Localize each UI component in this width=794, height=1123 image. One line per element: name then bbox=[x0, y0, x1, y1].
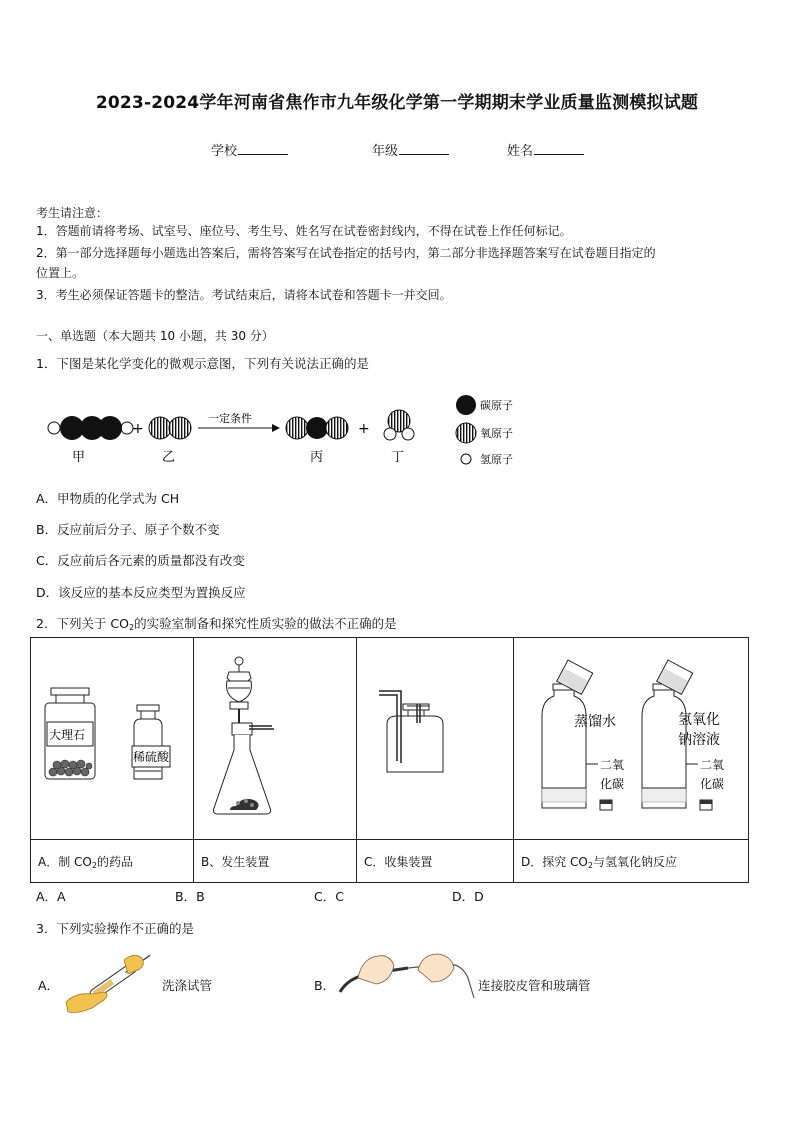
q3-option-b-text: 连接胶皮管和玻璃管 bbox=[478, 978, 591, 993]
notice-item: 1．答题前请将考场、试室号、座位号、考生号、姓名写在试卷密封线内，不得在试卷上作任何标记。 bbox=[36, 224, 572, 238]
co2-label-right-1: 二氧 bbox=[700, 758, 725, 772]
label-bing: 丙 bbox=[310, 450, 324, 465]
notice-item: 3．考生必须保证答题卡的整洁。考试结束后，请将本试卷和答题卡一并交回。 bbox=[36, 288, 452, 302]
question-1-stem: 1．下图是某化学变化的微观示意图，下列有关说法正确的是 bbox=[36, 356, 369, 371]
co2-label-left-2: 化碳 bbox=[600, 777, 625, 791]
q2-answer-b: B．B bbox=[175, 889, 205, 904]
q2-answer-a: A．A bbox=[36, 889, 66, 904]
grade-field bbox=[372, 140, 449, 159]
q3-option-a-text: 洗涤试管 bbox=[162, 978, 213, 993]
q1-option-c: C．反应前后各元素的质量都没有改变 bbox=[36, 553, 245, 568]
molecule-ding bbox=[384, 410, 414, 440]
molecule-yi bbox=[149, 417, 191, 439]
q3-option-a-letter: A． bbox=[38, 978, 60, 993]
co2-label-left-1: 二氧 bbox=[600, 758, 625, 772]
naoh-label-1: 氢氧化 bbox=[678, 712, 720, 728]
name-field bbox=[507, 140, 584, 159]
section-heading: 一、单选题（本大题共 10 小题，共 30 分） bbox=[36, 329, 274, 343]
panel-d-drawing bbox=[514, 638, 749, 840]
name-label: 姓名 bbox=[507, 144, 534, 159]
molecule-bing bbox=[286, 417, 348, 439]
marble-label: 大理石 bbox=[49, 728, 86, 742]
label-jia: 甲 bbox=[72, 450, 86, 465]
connect-tube-illustration bbox=[338, 948, 478, 1002]
q1-option-d: D．该反应的基本反应类型为置换反应 bbox=[36, 585, 246, 600]
diagram-legend bbox=[456, 395, 513, 466]
co2-label-right-2: 化碳 bbox=[700, 777, 725, 791]
label-yi: 乙 bbox=[162, 450, 176, 465]
distilled-water-label: 蒸馏水 bbox=[574, 714, 616, 730]
panel-d-caption: D．探究 $CO_2$与氢氧化钠反应 bbox=[514, 840, 749, 883]
school-label: 学校 bbox=[211, 144, 238, 159]
wash-test-tube-illustration bbox=[62, 948, 162, 1020]
molecule-jia bbox=[48, 416, 133, 440]
panel-b-caption: B、发生装置 bbox=[194, 840, 357, 883]
q3-option-b-letter: B． bbox=[314, 978, 336, 993]
q2-answer-c: C．C bbox=[314, 889, 344, 904]
q2-figure-table bbox=[30, 637, 749, 883]
plus-sign: + bbox=[132, 421, 144, 437]
condition-label: 一定条件 bbox=[208, 412, 252, 425]
plus-sign: + bbox=[358, 421, 370, 437]
legend-carbon: 碳原子 bbox=[480, 399, 513, 412]
question-3-stem: 3．下列实验操作不正确的是 bbox=[36, 921, 194, 936]
label-ding: 丁 bbox=[391, 450, 405, 465]
grade-label: 年级 bbox=[372, 144, 399, 159]
panel-a-drawing bbox=[31, 638, 194, 840]
q1-option-a: A．甲物质的化学式为 CH bbox=[36, 491, 180, 506]
reaction-diagram bbox=[40, 388, 540, 470]
notice-item: 位置上。 bbox=[36, 266, 85, 280]
q2-answer-d: D．D bbox=[452, 889, 484, 904]
page-title: 2023-2024学年河南省焦作市九年级化学第一学期期末学业质量监测模拟试题 bbox=[95, 93, 699, 113]
legend-hydrogen: 氢原子 bbox=[480, 453, 513, 466]
panel-b-drawing bbox=[194, 638, 357, 840]
notice-heading: 考生请注意： bbox=[36, 206, 109, 220]
notice-item: 2．第一部分选择题每小题选出答案后，需将答案写在试卷指定的括号内，第二部分非选择题答案写在试卷题目指定的 bbox=[36, 246, 656, 260]
sulfuric-acid-label: 稀硫酸 bbox=[133, 750, 170, 764]
panel-a-caption: A．制 $CO_2$的药品 bbox=[31, 840, 194, 883]
school-field bbox=[211, 140, 288, 159]
panel-c-caption: C．收集装置 bbox=[357, 840, 514, 883]
naoh-label-2: 钠溶液 bbox=[678, 732, 720, 748]
legend-oxygen: 氧原子 bbox=[480, 427, 513, 440]
q1-option-b: B．反应前后分子、原子个数不变 bbox=[36, 522, 220, 537]
question-2-stem: 2．下列关于 $CO_2$的实验室制备和探究性质实验的做法不正确的是 bbox=[36, 616, 397, 632]
panel-c-drawing bbox=[357, 638, 514, 840]
